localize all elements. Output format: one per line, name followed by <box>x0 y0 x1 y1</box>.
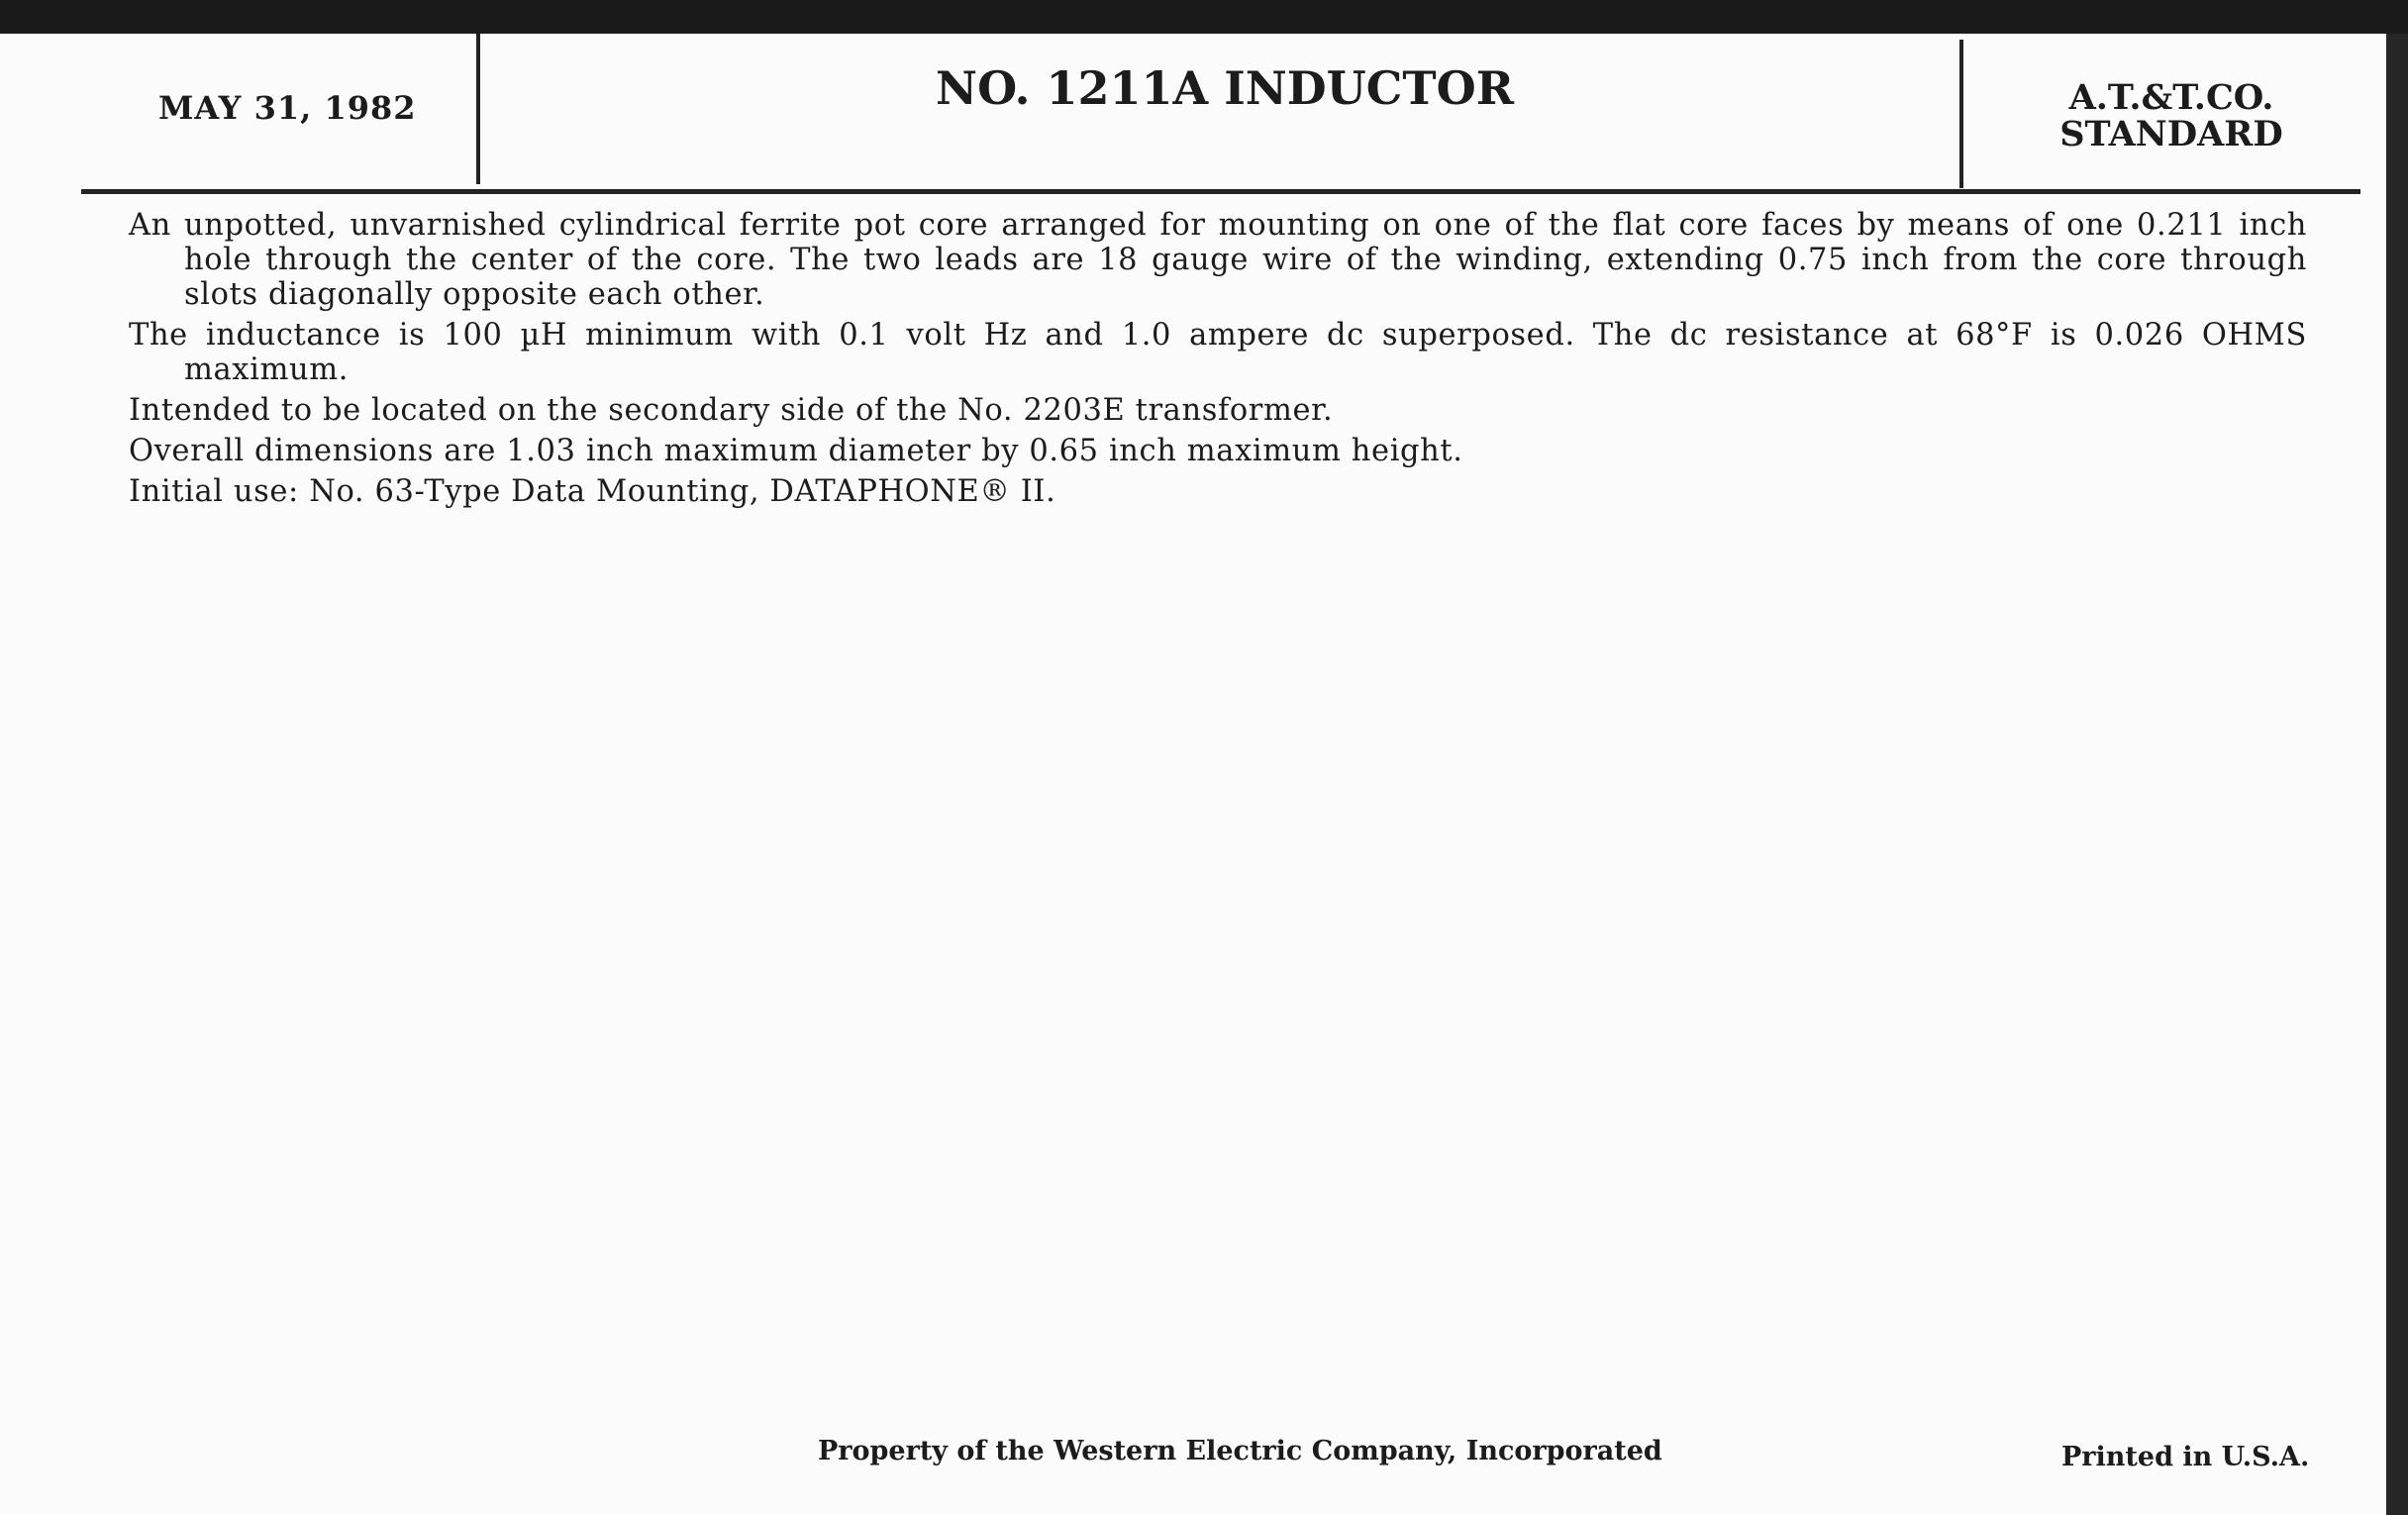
header-rule <box>81 189 2360 194</box>
paragraph-location: Intended to be located on the secondary side of the No. 2203E transformer. <box>129 393 1334 428</box>
specification-body <box>129 208 2307 515</box>
standard-label-line1: A.T.&T.CO. <box>2068 77 2274 118</box>
header-divider-left <box>476 34 480 184</box>
footer-printed-notice: Printed in U.S.A. <box>2061 1442 2310 1472</box>
paragraph-initial-use: Initial use: No. 63-Type Data Mounting, DATAPHONE® II. <box>129 474 1056 509</box>
header-date: MAY 31, 1982 <box>158 89 417 127</box>
paragraph-inductance: The inductance is 100 µH minimum with 0.1 volt Hz and 1.0 ampere dc superposed. The dc resistance at 68°F is 0.026 OHMS maximum. <box>129 318 2307 387</box>
header-divider-right <box>1959 40 1963 188</box>
document-title: NO. 1211A INDUCTOR <box>936 61 1514 115</box>
standard-label-line2: STANDARD <box>2059 114 2283 154</box>
footer-property-notice: Property of the Western Electric Company, Incorporated <box>818 1436 1662 1466</box>
card-edge-shadow <box>2386 34 2408 1515</box>
paragraph-dimensions: Overall dimensions are 1.03 inch maximum diameter by 0.65 inch maximum height. <box>129 434 1463 468</box>
standard-label <box>1968 79 2374 152</box>
paragraph-description: An unpotted, unvarnished cylindrical ferrite pot core arranged for mounting on one of the flat core faces by means of one 0.211 inch hole through the center of the core. The two leads are 18 gauge wire of the winding, extending 0.75 inch from the core through slots diagonally opposite each other. <box>129 208 2307 312</box>
